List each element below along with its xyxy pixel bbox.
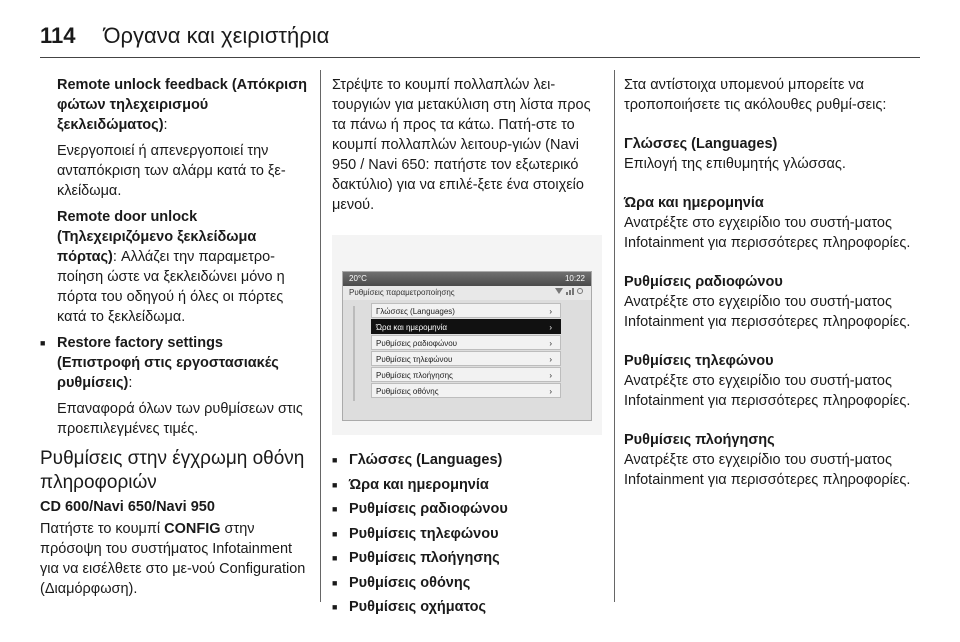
- list-item-label: Ρυθμίσεις οχήματος: [349, 599, 487, 615]
- page-title: Όργανα και χειριστήρια: [103, 23, 330, 48]
- list-item: [332, 498, 604, 521]
- column-divider-2: [614, 70, 615, 602]
- screen-image: [332, 235, 602, 435]
- bullet-icon: ■: [332, 479, 338, 490]
- setting-body: Ανατρέξτε στο εγχειρίδιο του συστή-ματος Infotainment για περισσότερες πληροφορίες.: [624, 452, 911, 488]
- press-text-before: Πατήστε το κουμπί: [40, 521, 165, 537]
- setting-body: Ανατρέξτε στο εγχειρίδιο του συστή-ματος Infotainment για περισσότερες πληροφορίες.: [624, 373, 911, 409]
- list-item-label: Ώρα και ημερομηνία: [349, 476, 489, 493]
- restore-colon: :: [128, 375, 133, 391]
- list-item: [332, 596, 604, 619]
- chevron-right-icon: ›: [549, 355, 552, 364]
- bullet-icon: ■: [40, 338, 46, 348]
- menu-list: [343, 300, 591, 398]
- infotainment-screen: [342, 271, 592, 421]
- screen-menu-label: Ρυθμίσεις τηλεφώνου: [376, 355, 453, 364]
- screen-menu-item[interactable]: [371, 383, 561, 398]
- list-item-label: Ρυθμίσεις πλοήγησης: [349, 550, 500, 566]
- setting-body: Επιλογή της επιθυμητής γλώσσας.: [624, 156, 846, 172]
- door-unlock-entry: [40, 207, 308, 327]
- setting-description: [624, 272, 924, 332]
- bullet-icon: ■: [332, 504, 338, 514]
- setting-body: Ανατρέξτε στο εγχειρίδιο του συστή-ματος Infotainment για περισσότερες πληροφορίες.: [624, 215, 911, 251]
- page-number: 114: [40, 23, 76, 48]
- setting-description: [624, 134, 924, 174]
- press-text-after: στην πρόσοψη του συστήματος Infotainment για να εισέλθετε στο με-νού Configuration (Διαμόρφωση).: [40, 521, 306, 597]
- bullet-icon: ■: [332, 577, 338, 588]
- list-item-label: Ρυθμίσεις ραδιοφώνου: [349, 501, 508, 517]
- status-icons: [555, 286, 583, 300]
- column-divider-1: [320, 70, 321, 602]
- column-3-intro: Στα αντίστοιχα υπομενού μπορείτε να τροποποιήσετε τις ακόλουθες ρυθμί-σεις:: [624, 77, 887, 113]
- screen-menu-label: Ρυθμίσεις ραδιοφώνου: [376, 339, 458, 348]
- status-bar: [343, 272, 591, 286]
- menu-title-bar: [343, 286, 591, 300]
- screen-menu-label: Ώρα και ημερομηνία: [376, 323, 448, 332]
- setting-title: Ρυθμίσεις πλοήγησης: [624, 432, 775, 448]
- door-unlock-title: Remote door unlock (Τηλεχειριζόμενο ξεκλείδωμα πόρτας): [57, 209, 257, 265]
- menu-title: Ρυθμίσεις παραμετροποίησης: [349, 288, 455, 297]
- setting-title: Γλώσσες (Languages): [624, 136, 778, 152]
- bullet-icon: ■: [332, 455, 338, 465]
- bullet-icon: ■: [332, 553, 338, 563]
- screen-menu-item[interactable]: [371, 335, 561, 350]
- door-unlock-body: : Αλλάζει την παραμετρο-ποίηση ώστε να ξεκλειδώνει μόνο η πόρτα του οδηγού ή όλες οι πόρτες κατά το ξεκλείδωμα.: [57, 249, 285, 325]
- screen-menu-label: Γλώσσες (Languages): [376, 307, 455, 316]
- setting-title: Ρυθμίσεις τηλεφώνου: [624, 353, 774, 369]
- list-item: [332, 547, 604, 570]
- column-3: [624, 75, 924, 509]
- restore-entry: [40, 333, 308, 439]
- scrollbar[interactable]: [353, 306, 355, 401]
- setting-description: [624, 351, 924, 411]
- chevron-right-icon: ›: [549, 307, 552, 316]
- list-item: [332, 474, 604, 497]
- header-divider: [40, 57, 920, 58]
- setting-body: Ανατρέξτε στο εγχειρίδιο του συστή-ματος Infotainment για περισσότερες πληροφορίες.: [624, 294, 911, 330]
- remote-unlock-colon: :: [163, 117, 168, 133]
- remote-unlock-entry: [40, 75, 308, 201]
- chevron-right-icon: ›: [549, 339, 552, 348]
- setting-description: [624, 430, 924, 490]
- clock-readout: 10:22: [564, 274, 585, 283]
- column-2-intro: Στρέψτε το κουμπί πολλαπλών λει-τουργιών για μετακύλιση στη λίστα προς τα πάνω ή προς τα κάτω. Πατή-στε το κουμπί πολλαπλών λειτουρ-γιών (Navi 950 / Navi 650: πατήστε τον εξωτερικό δακτύλιο) για να επιλέ-ξετε ένα στοιχείο μενού.: [332, 77, 591, 213]
- section-heading: Ρυθμίσεις στην έγχρωμη οθόνη πληροφοριών: [40, 448, 305, 493]
- setting-title: Ρυθμίσεις ραδιοφώνου: [624, 274, 783, 290]
- list-item: [332, 572, 604, 595]
- bullet-icon: ■: [332, 602, 338, 612]
- list-item: [332, 449, 604, 472]
- remote-unlock-title: Remote unlock feedback (Απόκριση φώτων τηλεχειρισμού ξεκλειδώματος): [57, 77, 307, 133]
- signal-icon: [555, 287, 583, 295]
- list-item-label: Ρυθμίσεις τηλεφώνου: [349, 525, 499, 542]
- screen-menu-item[interactable]: [371, 303, 561, 318]
- remote-unlock-body: Ενεργοποιεί ή απενεργοποιεί την ανταπόκριση των αλάρμ κατά το ξε-κλείδωμα.: [57, 143, 286, 199]
- column-2: [332, 75, 604, 621]
- config-button-label: CONFIG: [164, 521, 221, 537]
- setting-title: Ώρα και ημερομηνία: [624, 195, 764, 211]
- chevron-right-icon: ›: [549, 371, 552, 380]
- column-1: [40, 75, 308, 599]
- config-instructions: [40, 519, 308, 599]
- screen-menu-label: Ρυθμίσεις οθόνης: [376, 387, 439, 396]
- restore-title: Restore factory settings (Επιστροφή στις εργοστασιακές ρυθμίσεις): [57, 335, 279, 391]
- chevron-right-icon: ›: [549, 323, 552, 332]
- list-item-label: Γλώσσες (Languages): [349, 452, 503, 468]
- screen-menu-item[interactable]: [371, 367, 561, 382]
- list-item-label: Ρυθμίσεις οθόνης: [349, 574, 471, 591]
- temperature-readout: 20°C: [349, 274, 367, 283]
- restore-body: Επαναφορά όλων των ρυθμίσεων στις προεπιλεγμένες τιμές.: [57, 401, 303, 437]
- subheading: CD 600/Navi 650/Navi 950: [40, 499, 215, 515]
- chevron-right-icon: ›: [549, 387, 552, 396]
- bullet-icon: ■: [332, 528, 338, 539]
- setting-description: [624, 193, 924, 253]
- list-item: [332, 523, 604, 546]
- settings-bullet-list: [332, 449, 604, 619]
- screen-menu-item-selected[interactable]: [371, 319, 561, 334]
- screen-menu-label: Ρυθμίσεις πλοήγησης: [376, 371, 453, 380]
- page-header: [40, 16, 329, 56]
- screen-menu-item[interactable]: [371, 351, 561, 366]
